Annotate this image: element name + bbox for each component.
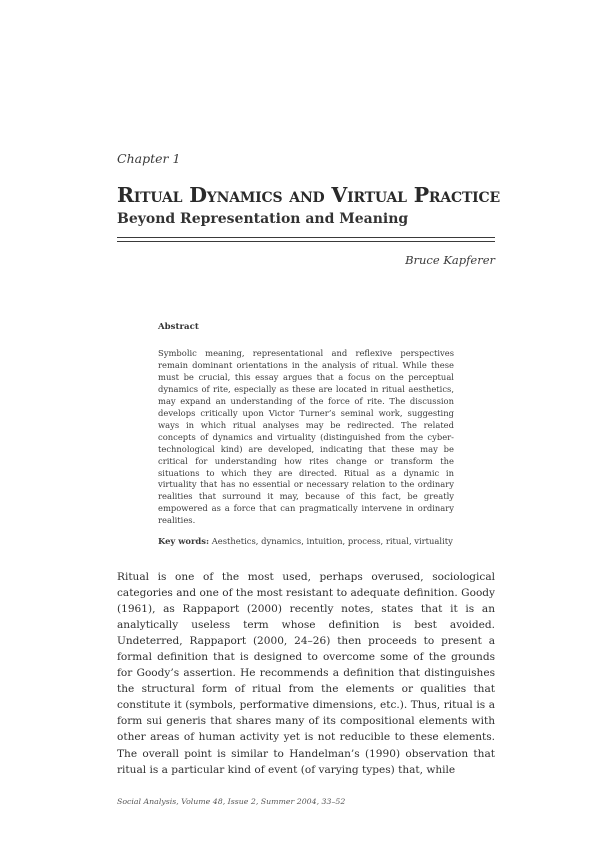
- journal-citation-footer: Social Analysis, Volume 48, Issue 2, Summer 2004, 33–52: [117, 797, 346, 806]
- title-rule-thick: [117, 237, 495, 238]
- chapter-subtitle: Beyond Representation and Meaning: [117, 211, 409, 227]
- abstract-text: Symbolic meaning, representational and reflexive perspectives remain dominant orientations in the analysis of ritual. While these must be crucial, this essay argues that a focus on the perceptual dynamics of rite, especially as these are located in ritual aesthetics, may expand an understanding of the force of rite. The discussion develops critically upon Victor Turner’s seminal work, suggesting ways in which ritual analyses may be redirected. The related concepts of dynamics and virtuality (distinguished from the cyber-technological kind) are developed, indicating that these may be critical for understanding how rites change or transform the situations to which they are directed. Ritual as a dynamic in virtuality that has no essential or necessary relation to the ordinary realities that surround it may, because of this fact, be greatly empowered as a force that can pragmatically intervene in ordinary realities.: [158, 348, 454, 526]
- keywords-label: Key words:: [158, 536, 210, 546]
- keywords-text: Aesthetics, dynamics, intuition, process, ritual, virtuality: [211, 536, 453, 546]
- abstract-heading: Abstract: [158, 322, 199, 332]
- chapter-title: Ritual Dynamics and Virtual Practice: [117, 183, 500, 207]
- body-paragraph: Ritual is one of the most used, perhaps overused, sociological categories and one of the most resistant to adequate definition. Goody (1961), as Rappaport (2000) recently notes, states that it is an analytically useless term whose definition is best avoided. Undeterred, Rappaport (2000, 24–26) then proceeds to present a formal definition that is designed to overcome some of the grounds for Goody’s assertion. He recommends a definition that distinguishes the structural form of ritual from the elements or qualities that constitute it (symbols, performative dimensions, etc.). Thus, ritual is a form sui generis that shares many of its compositional elements with other areas of human activity yet is not reducible to these elements. The overall point is similar to Handelman’s (1990) observation that ritual is a particular kind of event (of varying types) that, while: [117, 571, 495, 776]
- author-name: Bruce Kapferer: [405, 253, 495, 267]
- title-rule-thin: [117, 241, 495, 242]
- keywords-line: [158, 536, 458, 546]
- chapter-label: Chapter 1: [117, 151, 181, 166]
